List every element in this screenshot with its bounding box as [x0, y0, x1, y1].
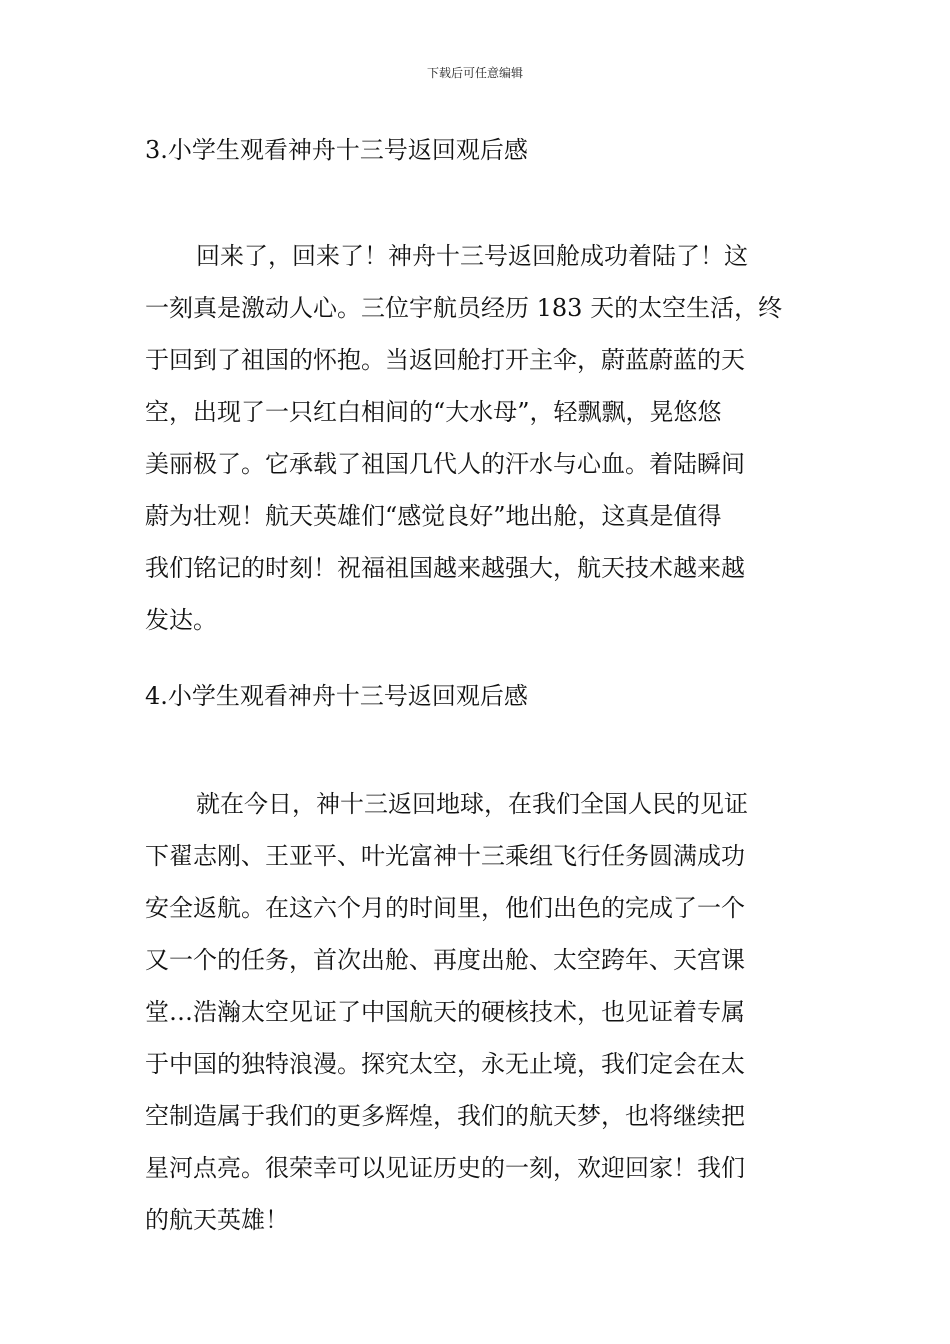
paragraph-line: 空，出现了一只红白相间的“大水母”，轻飘飘，晃悠悠 [145, 398, 722, 426]
paragraph-line: 又一个的任务，首次出舱、再度出舱、太空跨年、天宫课 [145, 946, 745, 974]
paragraph-line: 下翟志刚、王亚平、叶光富神十三乘组飞行任务圆满成功 [145, 842, 745, 870]
paragraph-line: 安全返航。在这六个月的时间里，他们出色的完成了一个 [145, 894, 745, 922]
paragraph-line: 于回到了祖国的怀抱。当返回舱打开主伞，蔚蓝蔚蓝的天 [145, 346, 745, 374]
essay-paragraph-3 [145, 230, 815, 646]
header-note: 下载后可任意编辑 [426, 66, 523, 80]
paragraph-line: 的航天英雄！ [145, 1206, 289, 1234]
paragraph-line: 回来了，回来了！神舟十三号返回舱成功着陆了！这 [196, 242, 748, 270]
paragraph-line: 就在今日，神十三返回地球，在我们全国人民的见证 [196, 790, 748, 818]
paragraph-line: 我们铭记的时刻！祝福祖国越来越强大，航天技术越来越 [145, 554, 745, 582]
essay-paragraph-4 [145, 778, 815, 1246]
paragraph-line: 蔚为壮观！航天英雄们“感觉良好”地出舱，这真是值得 [145, 502, 722, 530]
section-title-3: 3.小学生观看神舟十三号返回观后感 [145, 136, 528, 164]
paragraph-line: 堂…浩瀚太空见证了中国航天的硬核技术，也见证着专属 [145, 998, 745, 1026]
paragraph-line: 一刻真是激动人心。三位宇航员经历 183 天的太空生活，终 [145, 294, 783, 322]
paragraph-line: 发达。 [145, 606, 217, 634]
section-title-4: 4.小学生观看神舟十三号返回观后感 [145, 682, 528, 710]
paragraph-line: 于中国的独特浪漫。探究太空，永无止境，我们定会在太 [145, 1050, 745, 1078]
paragraph-line: 空制造属于我们的更多辉煌，我们的航天梦，也将继续把 [145, 1102, 745, 1130]
paragraph-line: 星河点亮。很荣幸可以见证历史的一刻，欢迎回家！我们 [145, 1154, 745, 1182]
paragraph-line: 美丽极了。它承载了祖国几代人的汗水与心血。着陆瞬间 [145, 450, 745, 478]
